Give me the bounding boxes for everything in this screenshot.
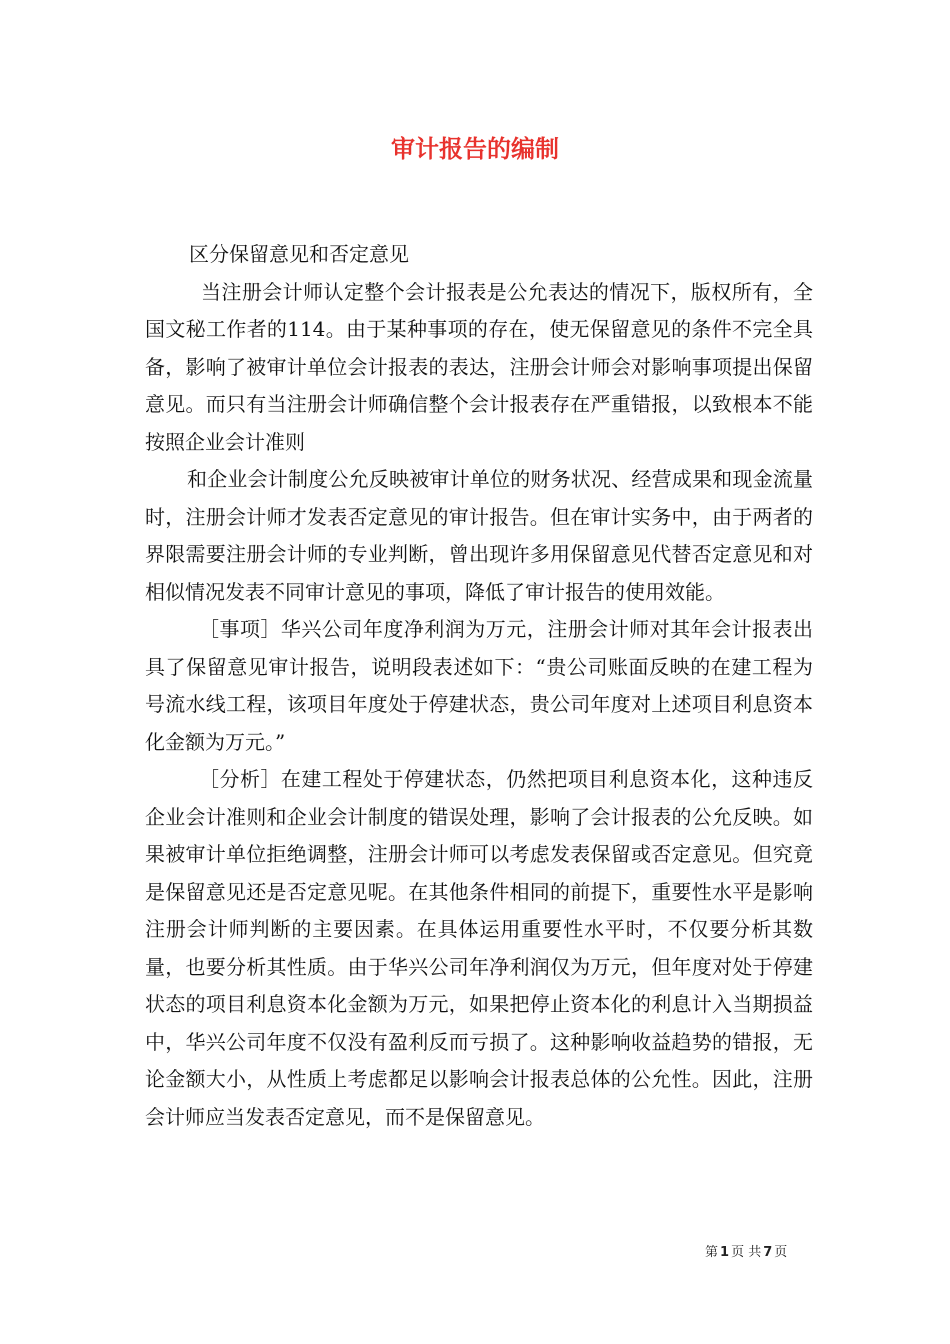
document-body [145, 236, 813, 1136]
footer-middle: 页 共 [731, 1245, 762, 1260]
footer-suffix: 页 [774, 1245, 788, 1260]
footer-prefix: 第 [705, 1245, 719, 1260]
paragraph: 当注册会计师认定整个会计报表是公允表达的情况下，版权所有，全国文秘工作者的114。由于某种事项的存在，使无保留意见的条件不完全具备，影响了被审计单位会计报表的表达，注册会计师会对影响事项提出保留意见。而只有当注册会计师确信整个会计报表存在严重错报，以致根本不能按照企业会计准则 [145, 279, 813, 454]
paragraph: 和企业会计制度公允反映被审计单位的财务状况、经营成果和现金流量时，注册会计师才发表否定意见的审计报告。但在审计实务中，由于两者的界限需要注册会计师的专业判断，曾出现许多用保留意见代替否定意见和对相似情况发表不同审计意见的事项，降低了审计报告的使用效能。 [145, 467, 813, 604]
paragraph-analysis: ［分析］在建工程处于停建状态，仍然把项目利息资本化，这种违反企业会计准则和企业会计制度的错误处理，影响了会计报表的公允反映。如果被审计单位拒绝调整，注册会计师可以考虑发表保留或否定意见。但究竟是保留意见还是否定意见呢。在其他条件相同的前提下，重要性水平是影响注册会计师判断的主要因素。在具体运用重要性水平时，不仅要分析其数量，也要分析其性质。由于华兴公司年净利润仅为万元，但年度对处于停建状态的项目利息资本化金额为万元，如果把停止资本化的利息计入当期损益中，华兴公司年度不仅没有盈利反而亏损了。这种影响收益趋势的错报，无论金额大小，从性质上考虑都足以影响会计报表总体的公允性。因此，注册会计师应当发表否定意见，而不是保留意见。 [145, 767, 813, 1129]
current-page-number: 1 [720, 1245, 730, 1260]
total-page-number: 7 [763, 1245, 773, 1260]
page-title: 审计报告的编制 [391, 135, 559, 163]
page-footer [705, 1244, 787, 1262]
section-heading: 区分保留意见和否定意见 [189, 242, 409, 266]
paragraph-case: ［事项］华兴公司年度净利润为万元，注册会计师对其年会计报表出具了保留意见审计报告，说明段表述如下：“贵公司账面反映的在建工程为号流水线工程，该项目年度处于停建状态，贵公司年度对上述项目利息资本化金额为万元。” [145, 617, 813, 754]
